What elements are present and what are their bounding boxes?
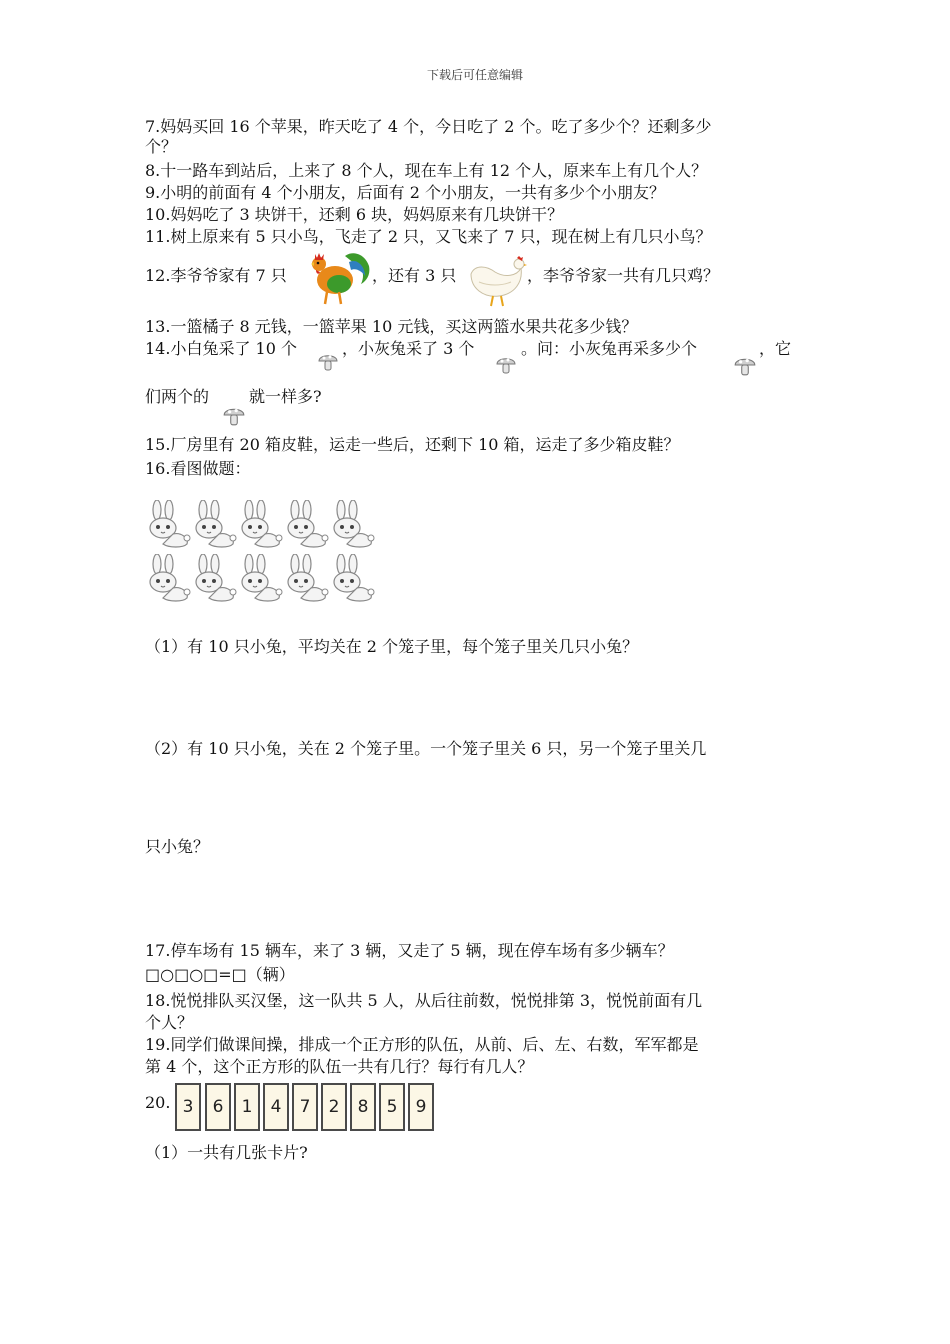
question-20-part-1: （1）一共有几张卡片? <box>145 1143 308 1162</box>
rabbit-icon <box>145 554 191 606</box>
question-14-part-1: 14.小白兔采了 10 个 <box>145 339 297 358</box>
rabbit-icon <box>237 500 283 552</box>
number-card: 4 <box>263 1083 289 1131</box>
mushroom-icon <box>222 403 246 427</box>
question-19-line-1: 19.同学们做课间操，排成一个正方形的队伍，从前、后、左、右数，军军都是 <box>145 1035 699 1054</box>
number-card: 3 <box>175 1083 201 1131</box>
question-7-line-2: 个？ <box>145 137 178 156</box>
number-card: 2 <box>321 1083 347 1131</box>
number-card: 7 <box>292 1083 318 1131</box>
number-card: 5 <box>379 1083 405 1131</box>
rooster-icon <box>305 248 373 306</box>
rabbit-icon <box>191 554 237 606</box>
page-header: 下载后可任意编辑 <box>426 68 523 82</box>
question-14-part-6: 就一样多? <box>249 387 322 406</box>
question-14-part-2: ，小灰兔采了 3 个 <box>342 339 475 358</box>
question-16-part-1: （1）有 10 只小兔，平均关在 2 个笼子里，每个笼子里关几只小兔？ <box>145 637 639 656</box>
mushroom-icon <box>317 350 339 372</box>
number-card: 8 <box>350 1083 376 1131</box>
question-16: 16.看图做题： <box>145 459 251 478</box>
question-17-formula: □○□○□=□（辆） <box>145 965 295 984</box>
question-11: 11.树上原来有 5 只小鸟，飞走了 2 只，又飞来了 7 只，现在树上有几只小鸟？ <box>145 227 712 246</box>
number-card: 6 <box>205 1083 231 1131</box>
number-card: 1 <box>234 1083 260 1131</box>
question-12-part-2: ，还有 3 只 <box>372 266 457 285</box>
rabbit-icon <box>329 554 375 606</box>
question-12-part-3: ，李爷爷家一共有几只鸡？ <box>527 266 720 285</box>
mushroom-icon <box>733 352 757 378</box>
rabbit-icon <box>283 554 329 606</box>
rabbit-icon <box>145 500 191 552</box>
question-13: 13.一篮橘子 8 元钱，一篮苹果 10 元钱，买这两篮水果共花多少钱？ <box>145 317 638 336</box>
question-15: 15.厂房里有 20 箱皮鞋，运走一些后，还剩下 10 箱，运走了多少箱皮鞋？ <box>145 435 680 454</box>
question-10: 10.妈妈吃了 3 块饼干，还剩 6 块，妈妈原来有几块饼干？ <box>145 205 564 224</box>
question-12-part-1: 12.李爷爷家有 7 只 <box>145 266 287 285</box>
mushroom-icon <box>495 352 517 376</box>
question-8: 8.十一路车到站后，上来了 8 个人，现在车上有 12 个人，原来车上有几个人？ <box>145 161 708 180</box>
question-14-part-3: 。问：小灰兔再采多少个 <box>521 339 698 358</box>
question-18-line-2: 个人？ <box>145 1013 194 1032</box>
rabbit-icon <box>191 500 237 552</box>
question-18-line-1: 18.悦悦排队买汉堡，这一队共 5 人，从后往前数，悦悦排第 3，悦悦前面有几 <box>145 991 703 1010</box>
question-16-part-2-line-2: 只小兔？ <box>145 837 210 856</box>
question-19-line-2: 第 4 个，这个正方形的队伍一共有几行？每行有几人？ <box>145 1057 534 1076</box>
question-14-part-5: 们两个的 <box>145 387 210 406</box>
question-17: 17.停车场有 15 辆车，来了 3 辆，又走了 5 辆，现在停车场有多少辆车？ <box>145 941 674 960</box>
question-14-part-4: ，它 <box>759 339 792 358</box>
hen-icon <box>465 252 527 308</box>
question-7-line-1: 7.妈妈买回 16 个苹果，昨天吃了 4 个，今日吃了 2 个。吃了多少个？还剩多少 <box>145 117 712 136</box>
question-9: 9.小明的前面有 4 个小朋友，后面有 2 个小朋友，一共有多少个小朋友？ <box>145 183 665 202</box>
question-20: 20. <box>145 1093 171 1112</box>
rabbit-icon <box>283 500 329 552</box>
rabbit-icon <box>237 554 283 606</box>
rabbit-icon <box>329 500 375 552</box>
question-16-part-2-line-1: （2）有 10 只小兔，关在 2 个笼子里。一个笼子里关 6 只，另一个笼子里关几 <box>145 739 707 758</box>
number-card: 9 <box>408 1083 434 1131</box>
